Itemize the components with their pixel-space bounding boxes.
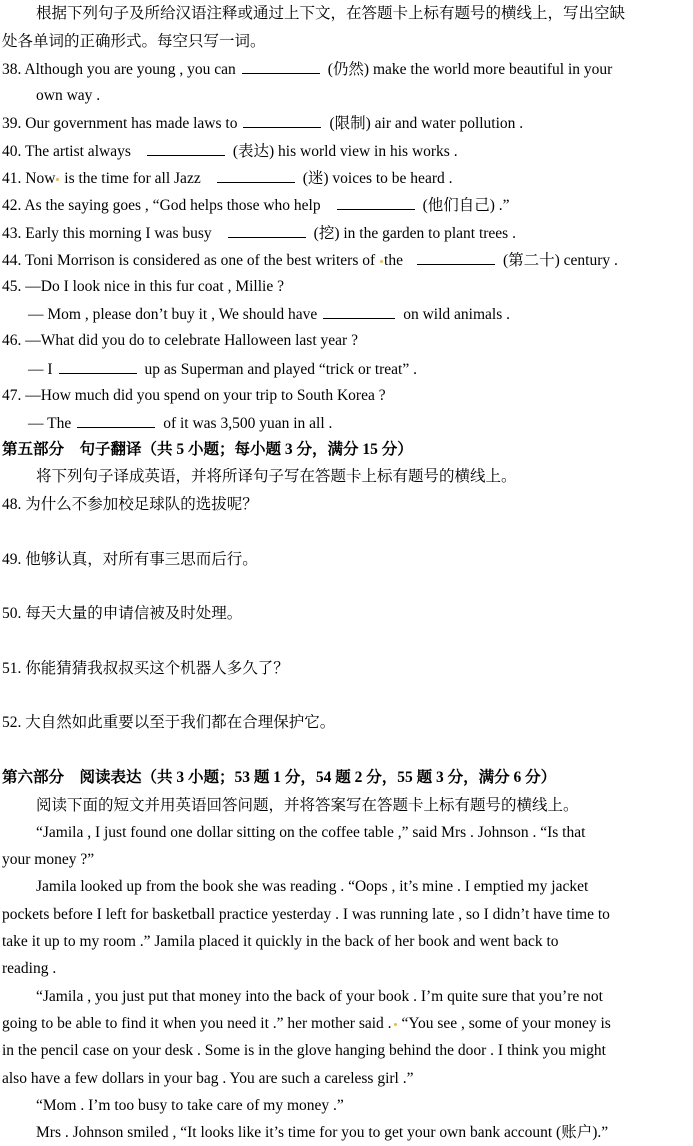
passage-p3-line1: “Jamila , you just put that money into the back of your book . I’m quite sure that you’re not: [36, 988, 603, 1005]
answer-blank-44[interactable]: [417, 250, 495, 265]
answer-blank-45[interactable]: [323, 304, 395, 319]
question-38: 38. Although you are young , you can (仍然) make the world more beautiful in your: [2, 61, 613, 78]
passage-p5: Mrs . Johnson smiled , “It looks like it’s time for you to get your own bank account (账户).”: [36, 1124, 609, 1141]
question-45-reply: — Mom , please don’t buy it , We should have on wild animals .: [28, 306, 510, 323]
passage-p4: “Mom . I’m too busy to take care of my money .”: [36, 1097, 344, 1114]
part5-title: 第五部分 句子翻译（共 5 小题；每小题 3 分，满分 15 分）: [2, 441, 413, 458]
question-40: 40. The artist always (表达) his world view in his works .: [2, 143, 458, 160]
question-49: 49. 他够认真，对所有事三思而后行。: [2, 551, 258, 568]
passage-p3-line3: in the pencil case on your desk . Some is in the glove hanging behind the door . I think you might: [2, 1042, 606, 1059]
scan-dot: [56, 178, 59, 181]
question-38-cont: own way .: [36, 87, 101, 104]
part5-instructions: 将下列句子译成英语，并将所译句子写在答题卡上标有题号的横线上。: [36, 468, 517, 485]
answer-blank-47[interactable]: [77, 413, 155, 428]
question-41: 41. Now is the time for all Jazz (迷) voices to be heard .: [2, 170, 453, 187]
passage-p1-line2: your money ?”: [2, 851, 95, 868]
question-39: 39. Our government has made laws to (限制) air and water pollution .: [2, 115, 524, 132]
intro-line-2: 处各单词的正确形式。每空只写一词。: [2, 33, 266, 50]
passage-p2-line2: pockets before I left for basketball practice yesterday . I was running late , so I didn’t have time to: [2, 906, 610, 923]
answer-blank-43[interactable]: [228, 223, 306, 238]
part6-instructions: 阅读下面的短文并用英语回答问题，并将答案写在答题卡上标有题号的横线上。: [36, 797, 579, 814]
intro-line-1: 根据下列句子及所给汉语注释或通过上下文，在答题卡上标有题号的横线上，写出空缺: [36, 5, 626, 22]
scan-dot: [380, 260, 383, 263]
question-48: 48. 为什么不参加校足球队的选拔呢？: [2, 496, 258, 513]
answer-blank-40[interactable]: [147, 141, 225, 156]
answer-blank-41[interactable]: [217, 168, 295, 183]
question-50: 50. 每天大量的申请信被及时处理。: [2, 605, 243, 622]
passage-p3-line2: going to be able to find it when you need it .” her mother said . “You see , some of your money is: [2, 1015, 611, 1032]
question-44: 44. Toni Morrison is considered as one of the best writers of the (第二十) century .: [2, 252, 618, 269]
question-46: 46. —What did you do to celebrate Halloween last year ?: [2, 332, 358, 349]
question-51: 51. 你能猜猜我叔叔买这个机器人多久了？: [2, 660, 289, 677]
passage-p1-line1: “Jamila , I just found one dollar sitting on the coffee table ,” said Mrs . Johnson . “Is that: [36, 824, 586, 841]
passage-p2-line1: Jamila looked up from the book she was reading . “Oops , it’s mine . I emptied my jacket: [36, 878, 589, 895]
passage-p2-line3: take it up to my room .” Jamila placed it quickly in the back of her book and went back to: [2, 933, 559, 950]
question-42: 42. As the saying goes , “God helps those who help (他们自己) .”: [2, 197, 510, 214]
passage-p3-line4: also have a few dollars in your bag . You are such a careless girl .”: [2, 1070, 414, 1087]
passage-p2-line4: reading .: [2, 960, 57, 977]
answer-blank-42[interactable]: [337, 195, 415, 210]
answer-blank-38[interactable]: [242, 59, 320, 74]
question-43: 43. Early this morning I was busy (挖) in the garden to plant trees .: [2, 225, 516, 242]
answer-blank-39[interactable]: [243, 113, 321, 128]
question-46-reply: — I up as Superman and played “trick or treat” .: [28, 361, 417, 378]
question-47: 47. —How much did you spend on your trip to South Korea ?: [2, 387, 386, 404]
question-45: 45. —Do I look nice in this fur coat , Millie ?: [2, 278, 284, 295]
answer-blank-46[interactable]: [59, 359, 137, 374]
part6-title: 第六部分 阅读表达（共 3 小题；53 题 1 分，54 题 2 分，55 题 3 分，满分 6 分）: [2, 769, 557, 786]
scan-dot: [394, 1023, 397, 1026]
question-52: 52. 大自然如此重要以至于我们都在合理保护它。: [2, 714, 336, 731]
question-47-reply: — The of it was 3,500 yuan in all .: [28, 415, 333, 432]
